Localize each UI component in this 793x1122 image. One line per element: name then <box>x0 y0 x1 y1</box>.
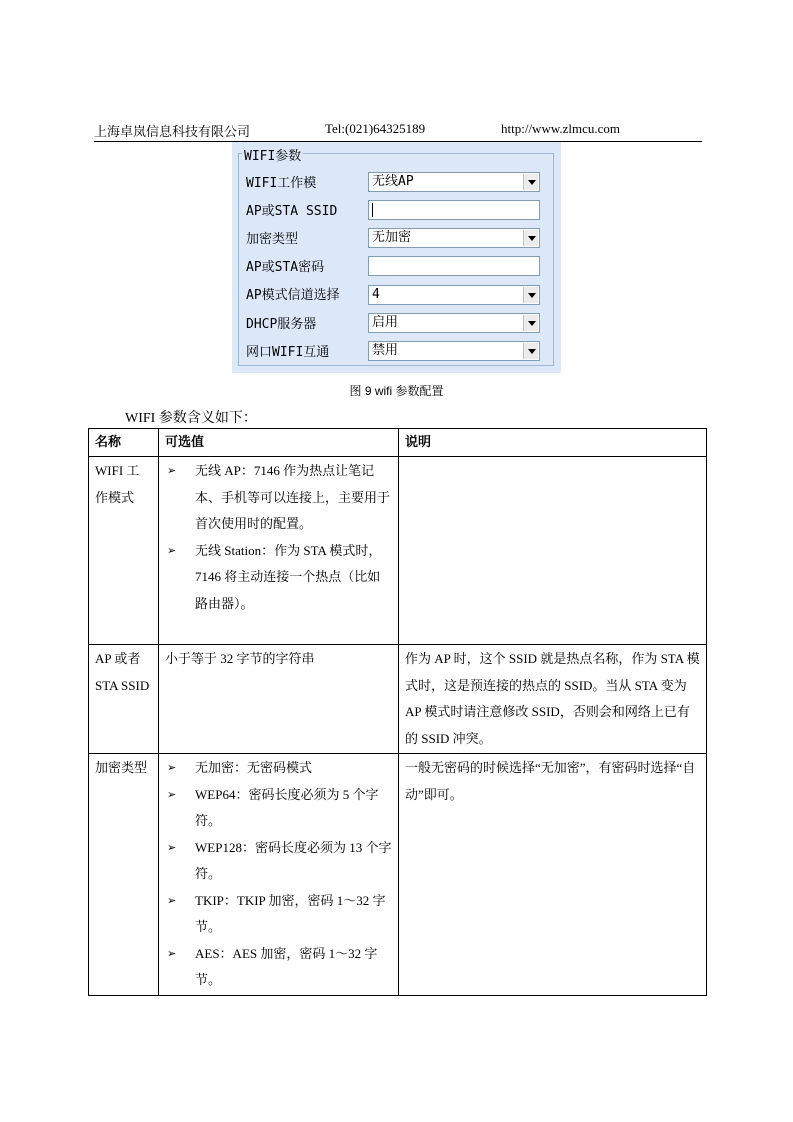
table-row <box>89 457 707 645</box>
field-label-wifi-mode: WIFI工作模 <box>246 176 317 191</box>
figure-caption: 图 9 wifi 参数配置 <box>349 384 444 398</box>
arrow-bullet-icon: ➢ <box>167 788 177 801</box>
header-company: 上海卓岚信息科技有限公司 <box>94 124 251 139</box>
col-header-description: 说明 <box>399 429 707 457</box>
dhcp-select[interactable] <box>368 313 540 333</box>
dhcp-value: 启用 <box>372 315 399 330</box>
params-table <box>88 428 707 996</box>
ssid-input[interactable] <box>368 200 540 220</box>
chevron-down-icon[interactable] <box>523 230 538 246</box>
list-item: ➢ AES：AES 加密，密码 1～32 字节。 <box>165 941 392 994</box>
arrow-bullet-icon: ➢ <box>167 544 177 557</box>
password-input[interactable] <box>368 256 540 276</box>
bridge-select[interactable] <box>368 341 540 361</box>
wifi-mode-value: 无线AP <box>372 174 414 189</box>
list-item: ➢ 无加密：无密码模式 <box>165 755 392 782</box>
chevron-down-icon[interactable] <box>523 174 538 190</box>
field-label-password: AP或STA密码 <box>246 260 325 275</box>
chevron-down-icon[interactable] <box>523 343 538 359</box>
channel-value: 4 <box>372 287 380 302</box>
col-header-name: 名称 <box>89 429 159 457</box>
list-item: ➢ 无线 AP：7146 作为热点让笔记本、手机等可以连接上，主要用于首次使用时的配置。 <box>165 458 392 538</box>
field-label-bridge: 网口WIFI互通 <box>246 345 330 360</box>
encryption-select[interactable] <box>368 228 540 248</box>
cell-description: 一般无密码的时候选择“无加密”，有密码时选择“自动”即可。 <box>399 754 707 996</box>
list-item: ➢ TKIP：TKIP 加密，密码 1～32 字节。 <box>165 888 392 941</box>
table-header-row <box>89 429 707 457</box>
list-item: ➢ WEP128：密码长度必须为 13 个字符。 <box>165 835 392 888</box>
wifi-mode-select[interactable] <box>368 172 540 192</box>
arrow-bullet-icon: ➢ <box>167 947 177 960</box>
cell-name: AP 或者 STA SSID <box>89 645 159 754</box>
chevron-down-icon[interactable] <box>523 287 538 303</box>
arrow-bullet-icon: ➢ <box>167 841 177 854</box>
text-caret <box>372 203 373 217</box>
header-tel: Tel:(021)64325189 <box>325 121 426 136</box>
cell-description: 作为 AP 时，这个 SSID 就是热点名称，作为 STA 模式时，这是预连接的热点的 SSID。当从 STA 变为 AP 模式时请注意修改 SSID，否则会和网络上已有的 SSID 冲突。 <box>399 645 707 754</box>
channel-select[interactable] <box>368 285 540 305</box>
cell-name: 加密类型 <box>89 754 159 996</box>
arrow-bullet-icon: ➢ <box>167 465 177 477</box>
cell-name: WIFI 工作模式 <box>89 457 159 645</box>
wifi-fieldset-legend: WIFI参数 <box>242 145 303 164</box>
col-header-options: 可选值 <box>159 429 399 457</box>
cell-options: 小于等于 32 字节的字符串 <box>159 645 399 754</box>
list-item: ➢ 无线 Station：作为 STA 模式时，7146 将主动连接一个热点（比如路由器）。 <box>165 538 392 618</box>
list-item: ➢ WEP64：密码长度必须为 5 个字符。 <box>165 782 392 835</box>
cell-options <box>159 754 399 996</box>
arrow-bullet-icon: ➢ <box>167 762 177 774</box>
wifi-settings-panel <box>232 142 561 373</box>
field-label-dhcp: DHCP服务器 <box>246 317 317 332</box>
cell-options <box>159 457 399 645</box>
field-label-encryption: 加密类型 <box>246 232 299 247</box>
field-label-ssid: AP或STA SSID <box>246 204 338 219</box>
table-row <box>89 645 707 754</box>
arrow-bullet-icon: ➢ <box>167 894 177 907</box>
bridge-value: 禁用 <box>372 343 399 358</box>
intro-text: WIFI 参数含义如下： <box>125 411 257 426</box>
header-url[interactable]: http://www.zlmcu.com <box>501 121 621 136</box>
page-header <box>94 121 702 142</box>
field-label-channel: AP模式信道选择 <box>246 288 340 303</box>
encryption-value: 无加密 <box>372 230 412 245</box>
table-row <box>89 754 707 996</box>
cell-description <box>399 457 707 645</box>
chevron-down-icon[interactable] <box>523 315 538 331</box>
